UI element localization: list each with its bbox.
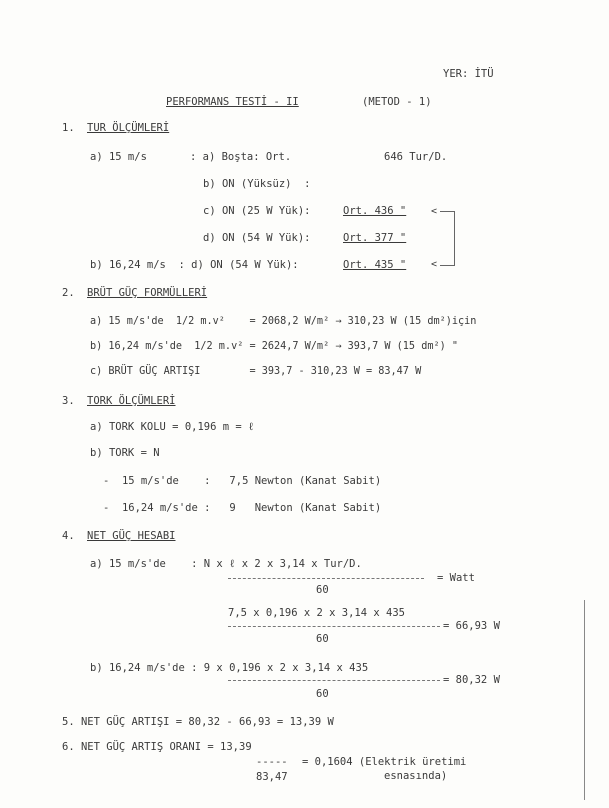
s4-a2-fraction-bar bbox=[228, 626, 440, 627]
s3-b2-line: - 16,24 m/s'de : 9 Newton (Kanat Sabit) bbox=[103, 502, 382, 514]
section-4-heading: NET GÜÇ HESABI bbox=[87, 530, 176, 542]
arrow-head-top-icon: < bbox=[431, 206, 438, 217]
s6-fraction-dashes: ----- bbox=[256, 756, 288, 768]
s1-a-label: a) 15 m/s bbox=[90, 151, 147, 163]
scan-edge-line bbox=[584, 600, 585, 800]
s2-b-line: b) 16,24 m/s'de 1/2 m.v² = 2624,7 W/m² → 393,7 W (15 dm²) " bbox=[90, 341, 459, 352]
location-label: YER: İTÜ bbox=[443, 68, 494, 80]
s4-b-formula: b) 16,24 m/s'de : 9 x 0,196 x 2 x 3,14 x 435 bbox=[90, 662, 369, 674]
s1-c-label: c) ON (25 W Yük): bbox=[203, 205, 311, 217]
section-1-number: 1. bbox=[62, 122, 75, 134]
s4-a-denominator: 60 bbox=[316, 584, 329, 596]
document-title: PERFORMANS TESTİ - II bbox=[166, 96, 299, 108]
s3-b1-line: - 15 m/s'de : 7,5 Newton (Kanat Sabit) bbox=[103, 475, 382, 487]
s1-d-label: d) ON (54 W Yük): bbox=[203, 232, 311, 244]
s4-a2-result: = 66,93 W bbox=[443, 620, 500, 632]
s1-b2-value: Ort. 435 " bbox=[343, 259, 407, 271]
s4-a2-denominator: 60 bbox=[316, 633, 329, 645]
section-4-number: 4. bbox=[62, 530, 75, 542]
section-3-number: 3. bbox=[62, 395, 75, 407]
s4-b-denominator: 60 bbox=[316, 688, 329, 700]
comparison-bracket bbox=[440, 211, 455, 266]
s1-a-sub-a: : a) Boşta: Ort. bbox=[190, 151, 292, 163]
section-2-heading: BRÜT GÜÇ FORMÜLLERİ bbox=[87, 287, 208, 299]
s2-a-line: a) 15 m/s'de 1/2 m.v² = 2068,2 W/m² → 310,23 W (15 dm²)için bbox=[90, 316, 477, 327]
s1-d-value: Ort. 377 " bbox=[343, 232, 407, 244]
s4-a2-numerator: 7,5 x 0,196 x 2 x 3,14 x 435 bbox=[228, 607, 406, 619]
s2-c-line: c) BRÜT GÜÇ ARTIŞI = 393,7 - 310,23 W = 83,47 W bbox=[90, 366, 422, 377]
s4-b-result: = 80,32 W bbox=[443, 674, 500, 686]
section-5-line: 5. NET GÜÇ ARTIŞI = 80,32 - 66,93 = 13,39 W bbox=[62, 716, 334, 728]
section-1-heading: TUR ÖLÇÜMLERİ bbox=[87, 122, 170, 134]
s4-a-fraction-bar bbox=[228, 578, 424, 579]
s4-a-formula: a) 15 m/s'de : N x ℓ x 2 x 3,14 x Tur/D. bbox=[90, 558, 362, 570]
section-2-number: 2. bbox=[62, 287, 75, 299]
s3-a-line: a) TORK KOLU = 0,196 m = ℓ bbox=[90, 421, 255, 433]
s4-b-fraction-bar bbox=[228, 680, 440, 681]
section-3-heading: TORK ÖLÇÜMLERİ bbox=[87, 395, 176, 407]
section-6-line: 6. NET GÜÇ ARTIŞ ORANI = 13,39 bbox=[62, 741, 252, 753]
method-label: (METOD - 1) bbox=[362, 96, 432, 108]
arrow-head-bottom-icon: < bbox=[431, 259, 438, 270]
s1-c-value: Ort. 436 " bbox=[343, 205, 407, 217]
s6-denominator: 83,47 bbox=[256, 771, 288, 783]
s1-a-sub-a-value: 646 Tur/D. bbox=[384, 151, 448, 163]
s3-b-line: b) TORK = N bbox=[90, 447, 160, 459]
s6-result: = 0,1604 (Elektrik üretimi bbox=[302, 756, 467, 768]
s4-a-unit: = Watt bbox=[437, 572, 475, 584]
s6-note: esnasında) bbox=[384, 770, 448, 782]
s1-b-label: b) ON (Yüksüz) : bbox=[203, 178, 311, 190]
s1-b2-label: b) 16,24 m/s : d) ON (54 W Yük): bbox=[90, 259, 299, 271]
